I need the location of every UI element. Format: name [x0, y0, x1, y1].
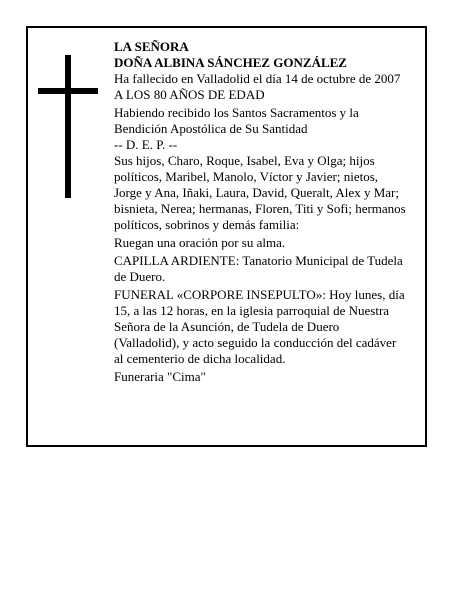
chapel-paragraph	[114, 253, 422, 285]
age-line: A LOS 80 AÑOS DE EDAD	[114, 87, 265, 102]
prayer-line: Ruegan una oración por su alma.	[114, 235, 286, 250]
cross-vertical-bar	[65, 55, 71, 198]
rip-line: -- D. E. P. --	[114, 137, 178, 152]
funeral-paragraph	[114, 287, 422, 367]
funeral-line: al cementerio de dicha localidad.	[114, 351, 286, 366]
latin-cross-icon	[38, 55, 98, 198]
deceased-name: DOÑA ALBINA SÁNCHEZ GONZÁLEZ	[114, 55, 347, 70]
sacraments-line: Habiendo recibido los Santos Sacramentos y la	[114, 105, 359, 120]
family-line: Jorge y Ana, Iñaki, Laura, David, Queralt, Alex y Mar;	[114, 185, 399, 200]
family-line: Sus hijos, Charo, Roque, Isabel, Eva y Olga; hijos	[114, 153, 375, 168]
family-line: bisnieta, Nerea; hermanas, Floren, Titi y Sofi; hermanos	[114, 201, 406, 216]
funeral-line: Señora de la Asunción, de Tudela de Duero	[114, 319, 340, 334]
death-line: Ha fallecido en Valladolid el día 14 de octubre de 2007	[114, 71, 401, 86]
sacraments-line: Bendición Apostólica de Su Santidad	[114, 121, 308, 136]
family-paragraph	[114, 153, 422, 233]
funeral-line: (Valladolid), y acto seguido la conducción del cadáver	[114, 335, 397, 350]
sacraments-paragraph	[114, 105, 422, 137]
family-line: políticos, Maribel, Manolo, Víctor y Javier; nietos,	[114, 169, 379, 184]
funeral-home-line: Funeraria "Cima"	[114, 369, 206, 384]
family-line: políticos, sobrinos y demás familia:	[114, 217, 300, 232]
obituary-notice	[26, 26, 427, 447]
funeral-line: FUNERAL «CORPORE INSEPULTO»: Hoy lunes, día	[114, 287, 405, 302]
cross-horizontal-bar	[38, 88, 98, 94]
notice-heading: LA SEÑORA	[114, 39, 189, 54]
funeral-line: 15, a las 12 horas, en la iglesia parroquial de Nuestra	[114, 303, 390, 318]
chapel-line: CAPILLA ARDIENTE: Tanatorio Municipal de Tudela	[114, 253, 403, 268]
chapel-line: de Duero.	[114, 269, 166, 284]
notice-text	[114, 39, 422, 385]
